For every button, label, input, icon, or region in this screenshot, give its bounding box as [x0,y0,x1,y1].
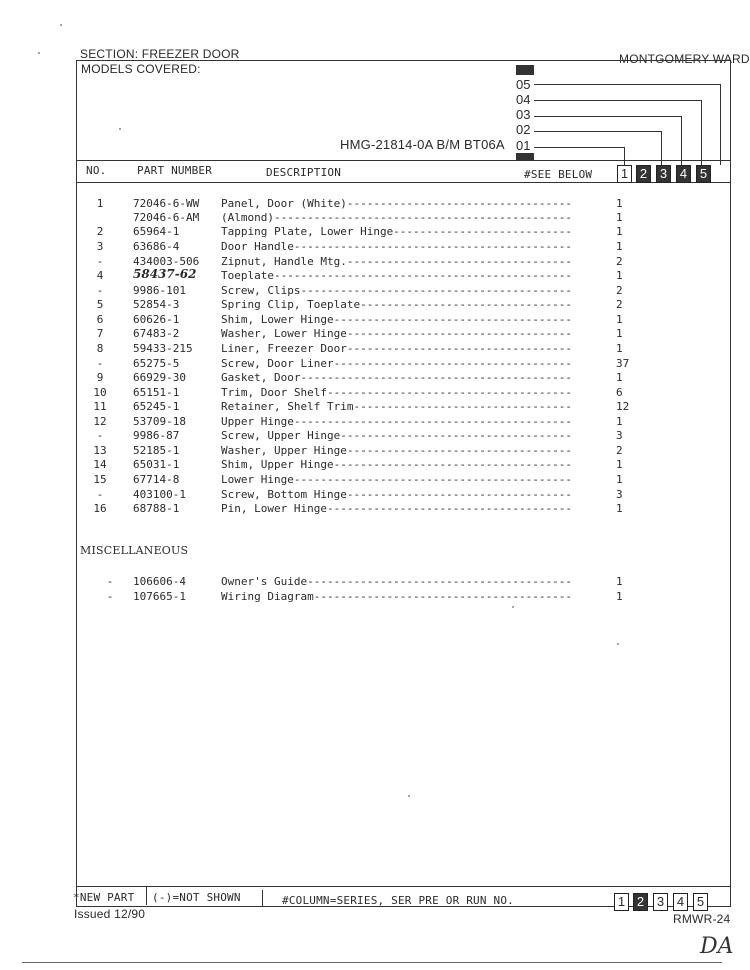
misc-part-number: 107665-1 [133,590,186,603]
legend-not-shown: (-)=NOT SHOWN [152,891,241,904]
table-row [78,444,638,459]
row-part-number: 52185-1 [133,444,180,457]
bottom-scan-line [22,962,722,963]
table-row [78,197,638,212]
handwritten-initials: DA [700,934,734,959]
row-description: Screw, Upper Hinge----------------------------------- [221,429,572,442]
row-no: 16 [93,502,107,515]
row-part-number: 65151-1 [133,386,180,399]
page-code: RMWR-24 [673,912,731,926]
row-description: Retainer, Shelf Trim--------------------------------- [221,400,572,413]
table-row [78,298,638,313]
footer-divider-2 [262,890,263,907]
row-description: Gasket, Door----------------------------------------- [221,371,572,384]
row-qty: 1 [616,327,623,340]
row-description: Toeplate--------------------------------------------- [221,269,572,282]
row-part-number: 9986-87 [133,429,180,442]
footer-series-box-5: 5 [693,893,708,911]
table-row [78,429,638,444]
col-description: DESCRIPTION [266,166,342,179]
table-row [78,415,638,430]
legend-new-part: *NEW PART [73,891,135,904]
series-box-5: 5 [696,165,711,183]
row-description: Upper Hinge------------------------------------------ [221,415,572,428]
list-item [78,590,638,605]
bracket-line-01 [534,147,624,148]
row-no: - [96,255,104,268]
row-no: 2 [96,225,104,238]
series-box-2: 2 [636,165,651,183]
row-description: (Almond)--------------------------------------------- [221,211,572,224]
row-no: 11 [93,400,107,413]
col-no: NO. [86,164,107,177]
bracket-line-05 [534,84,720,85]
scan-speck [119,128,121,130]
footer-series-box-4: 4 [673,893,688,911]
table-row [78,502,638,517]
series-box-3: 3 [656,165,671,183]
row-no: 6 [96,313,104,326]
row-no: 14 [93,458,107,471]
table-row [78,284,638,299]
scan-speck [38,52,40,54]
table-row [78,269,638,284]
legend-column-note: #COLUMN=SERIES, SER PRE OR RUN NO. [282,894,514,907]
row-part-number: 59433-215 [133,342,193,355]
row-no: 10 [93,386,107,399]
row-description: Tapping Plate, Lower Hinge--------------------------- [221,225,572,238]
table-row [78,386,638,401]
model-code: HMG-21814-0A B/M BT06A [340,137,505,152]
row-no: - [96,357,104,370]
row-no: 5 [96,298,104,311]
table-row [78,473,638,488]
table-row [78,327,638,342]
row-qty: 1 [616,473,623,486]
bracket-vline-03 [681,116,682,165]
row-description: Zipnut, Handle Mtg.---------------------------------- [221,255,572,268]
row-part-number: 65964-1 [133,225,180,238]
list-item [78,575,638,590]
row-qty: 1 [616,225,623,238]
row-no: - [96,488,104,501]
row-description: Liner, Freezer Door---------------------------------- [221,342,572,355]
table-row [78,211,638,226]
row-description: Panel, Door (White)---------------------------------- [221,197,572,210]
misc-qty: 1 [616,590,623,603]
table-row [78,225,638,240]
row-no: 9 [96,371,104,384]
bracket-line-02 [534,131,661,132]
row-qty: 2 [616,255,623,268]
row-qty: 37 [616,357,630,370]
row-part-number: 434003-506 [133,255,200,268]
issued-date: Issued 12/90 [74,907,146,921]
row-no: 7 [96,327,104,340]
footer-series-box-2: 2 [633,893,648,911]
row-part-number: 67714-8 [133,473,180,486]
table-row [78,240,638,255]
row-qty: 1 [616,269,623,282]
row-part-number: 65245-1 [133,400,180,413]
footer-divider-1 [146,887,147,905]
row-qty: 3 [616,488,623,501]
misc-description: Owner's Guide---------------------------------------- [221,575,572,588]
row-qty: 1 [616,342,623,355]
row-no: 12 [93,415,107,428]
table-row [78,488,638,503]
row-qty: 12 [616,400,630,413]
row-part-number: 9986-101 [133,284,186,297]
row-part-number: 65275-5 [133,357,180,370]
scan-speck [408,795,410,797]
row-qty: 1 [616,458,623,471]
row-part-number: 72046-6-WW [133,197,200,210]
row-description: Door Handle------------------------------------------ [221,240,572,253]
row-no: - [96,429,104,442]
col-part-number: PART NUMBER [137,164,213,177]
row-qty: 2 [616,284,623,297]
table-row [78,313,638,328]
table-row [78,342,638,357]
row-description: Pin, Lower Hinge------------------------------------- [221,502,572,515]
row-part-number: 63686-4 [133,240,180,253]
bracket-vline-04 [701,100,702,165]
row-part-number: 67483-2 [133,327,180,340]
bracket-line-03 [534,116,681,117]
model-block-top [516,65,534,75]
model-col-05: 05 [516,77,531,92]
row-part-number-handwritten: 58437-62 [133,267,197,281]
models-covered-label: MODELS COVERED: [81,62,201,76]
row-no: 1 [96,197,104,210]
brand-name: MONTGOMERY WARD [619,52,750,66]
footer-series-box-3: 3 [653,893,668,911]
model-col-04: 04 [516,92,531,107]
row-qty: 3 [616,429,623,442]
model-col-02: 02 [516,122,531,137]
model-col-03: 03 [516,107,531,122]
section-title: SECTION: FREEZER DOOR [80,47,240,61]
table-row [78,371,638,386]
bracket-vline-01 [624,147,625,165]
row-description: Screw, Bottom Hinge---------------------------------- [221,488,572,501]
table-row [78,458,638,473]
table-row [78,400,638,415]
row-qty: 1 [616,371,623,384]
row-no: 3 [96,240,104,253]
row-part-number: 53709-18 [133,415,186,428]
misc-heading: MISCELLANEOUS [80,544,189,557]
row-description: Washer, Upper Hinge---------------------------------- [221,444,572,457]
row-part-number: 403100-1 [133,488,186,501]
table-row [78,357,638,372]
footer-rule [76,886,730,887]
row-description: Screw, Door Liner------------------------------------ [221,357,572,370]
row-part-number: 52854-3 [133,298,180,311]
row-description: Shim, Upper Hinge------------------------------------ [221,458,572,471]
row-part-number: 68788-1 [133,502,180,515]
bracket-line-04 [534,100,701,101]
row-no: 15 [93,473,107,486]
row-qty: 1 [616,313,623,326]
row-qty: 1 [616,197,623,210]
misc-qty: 1 [616,575,623,588]
series-box-1: 1 [617,165,632,183]
scan-speck [60,24,62,26]
misc-no: - [106,590,114,603]
model-col-01: 01 [516,138,531,153]
row-qty: 2 [616,444,623,457]
footer-series-box-1: 1 [614,893,629,911]
row-no: 13 [93,444,107,457]
scan-speck [617,643,619,645]
row-description: Screw, Clips----------------------------------------- [221,284,572,297]
row-description: Lower Hinge------------------------------------------ [221,473,572,486]
row-qty: 1 [616,415,623,428]
row-description: Washer, Lower Hinge---------------------------------- [221,327,572,340]
row-qty: 6 [616,386,623,399]
row-no: - [96,284,104,297]
row-qty: 2 [616,298,623,311]
series-box-4: 4 [676,165,691,183]
row-part-number: 66929-30 [133,371,186,384]
row-description: Trim, Door Shelf------------------------------------- [221,386,572,399]
row-qty: 1 [616,240,623,253]
misc-description: Wiring Diagram--------------------------------------- [221,590,572,603]
row-qty: 1 [616,502,623,515]
row-qty: 1 [616,211,623,224]
row-part-number: 65031-1 [133,458,180,471]
row-part-number: 60626-1 [133,313,180,326]
row-description: Shim, Lower Hinge------------------------------------ [221,313,572,326]
row-description: Spring Clip, Toeplate-------------------------------- [221,298,572,311]
row-no: 8 [96,342,104,355]
bracket-vline-05 [720,84,721,165]
col-see-below: #SEE BELOW [524,168,593,181]
misc-part-number: 106606-4 [133,575,186,588]
header-rule-top [76,160,730,161]
row-part-number: 72046-6-AM [133,211,200,224]
scan-speck [512,606,514,608]
misc-no: - [106,575,114,588]
row-no: 4 [96,269,104,282]
